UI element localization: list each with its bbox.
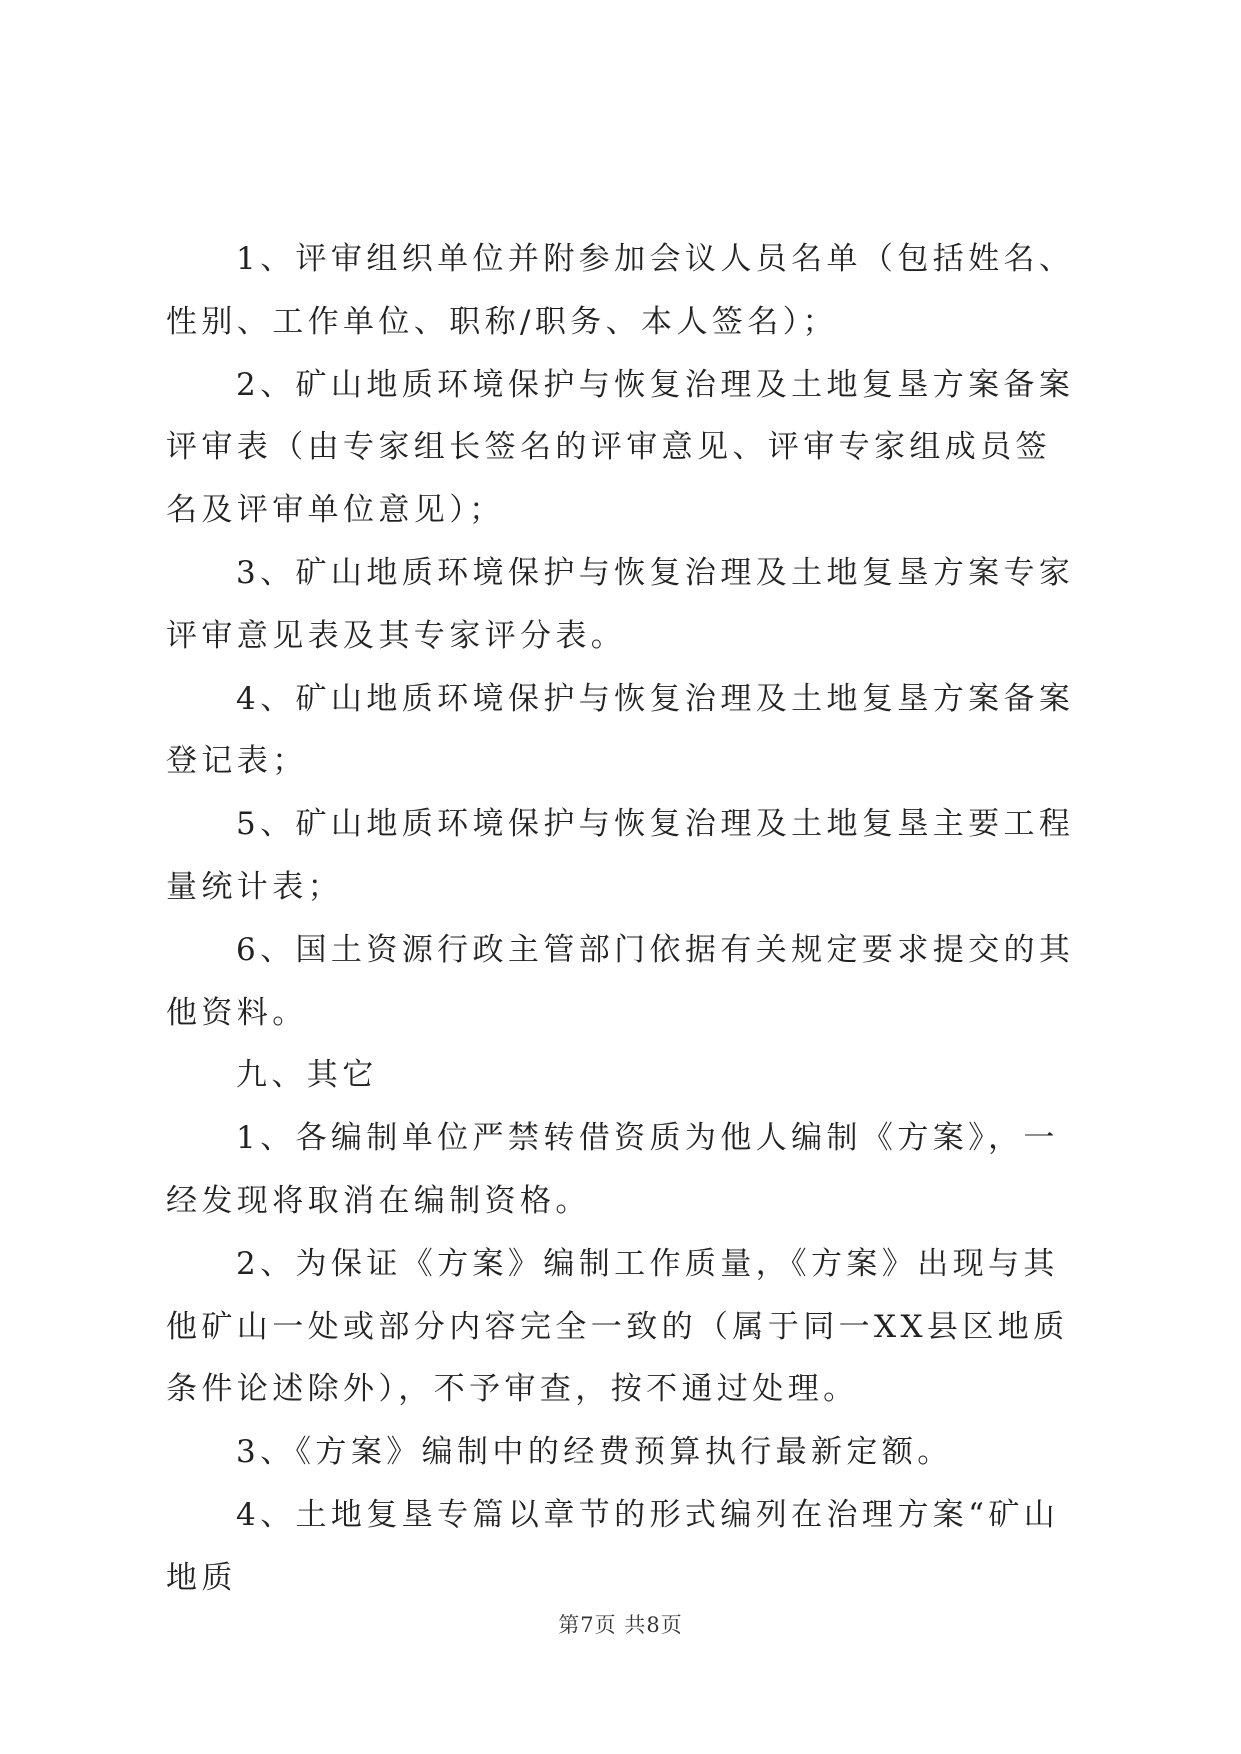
paragraph-item-6: 6、国土资源行政主管部门依据有关规定要求提交的其他资料。 — [166, 931, 1075, 1031]
paragraph-other-3: 3、《方案》编制中的经费预算执行最新定额。 — [236, 1434, 953, 1471]
paragraph-other-4: 4、土地复垦专篇以章节的形式编列在治理方案“矿山地质 — [166, 1496, 1060, 1596]
paragraph-other-2: 2、为保证《方案》编制工作质量，《方案》出现与其他矿山一处或部分内容完全一致的（属于同一XX县区地质条件论述除外），不予审查，按不通过处理。 — [166, 1245, 1069, 1408]
paragraph-item-2: 2、矿山地质环境保护与恢复治理及土地复垦方案备案评审表（由专家组长签名的评审意见、评审专家组成员签名及评审单位意见）； — [166, 366, 1075, 529]
document-body — [166, 228, 1086, 1610]
paragraph-item-5: 5、矿山地质环境保护与恢复治理及土地复垦主要工程量统计表； — [166, 806, 1075, 905]
paragraph-other-1: 1、各编制单位严禁转借资质为他人编制《方案》，一经发现将取消在编制资格。 — [166, 1120, 1059, 1219]
paragraph-item-3: 3、矿山地质环境保护与恢复治理及土地复垦方案专家评审意见表及其专家评分表。 — [166, 554, 1075, 654]
page-number-footer: 第7页 共8页 — [558, 1613, 683, 1637]
section-heading-other: 九、其它 — [236, 1057, 378, 1094]
paragraph-item-1: 1、评审组织单位并附参加会议人员名单（包括姓名、性别、工作单位、职称/职务、本人签名）； — [166, 241, 1075, 340]
paragraph-item-4: 4、矿山地质环境保护与恢复治理及土地复垦方案备案登记表； — [166, 680, 1075, 780]
